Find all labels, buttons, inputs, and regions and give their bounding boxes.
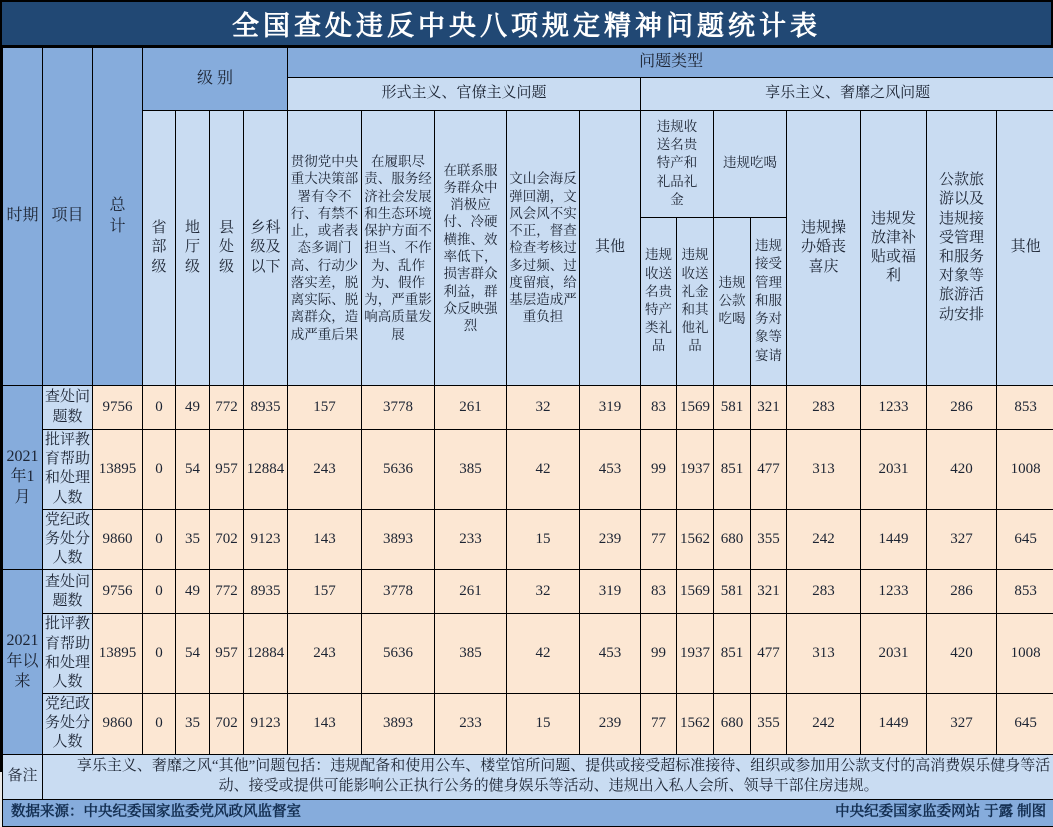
value-cell: 239: [580, 694, 641, 755]
value-cell: 1569: [677, 570, 714, 614]
value-cell: 49: [176, 386, 210, 430]
header-period: [3, 48, 43, 386]
value-cell: 319: [580, 570, 641, 614]
value-cell: 9123: [244, 509, 288, 570]
value-cell: 581: [714, 570, 751, 614]
value-cell: 233: [435, 509, 507, 570]
value-cell: 8935: [244, 386, 288, 430]
value-cell: 0: [143, 430, 176, 510]
statistics-table: [2, 47, 1053, 827]
item-cell: 党纪政务处分人数: [43, 694, 93, 755]
value-cell: 851: [714, 430, 751, 510]
value-cell: 851: [714, 614, 751, 694]
header-wedding: 违规操办婚丧喜庆: [787, 111, 861, 386]
value-cell: 233: [435, 694, 507, 755]
value-cell: 1449: [861, 694, 927, 755]
value-cell: 13895: [93, 430, 143, 510]
header-problem-type: 问题类型: [288, 48, 1053, 78]
value-cell: 680: [714, 509, 751, 570]
value-cell: 261: [435, 386, 507, 430]
value-cell: 645: [997, 694, 1053, 755]
value-cell: 420: [927, 430, 997, 510]
value-cell: 321: [751, 386, 787, 430]
value-cell: 313: [787, 614, 861, 694]
value-cell: 2031: [861, 614, 927, 694]
value-cell: 0: [143, 694, 176, 755]
value-cell: 581: [714, 386, 751, 430]
value-cell: 54: [176, 430, 210, 510]
header-allowance: 违规发放津补贴或福利: [861, 111, 927, 386]
header-formalism-group: 形式主义、官僚主义问题: [288, 78, 641, 111]
value-cell: 772: [210, 386, 244, 430]
value-cell: 15: [507, 694, 580, 755]
value-cell: 477: [751, 614, 787, 694]
value-cell: 0: [143, 570, 176, 614]
value-cell: 1449: [861, 509, 927, 570]
value-cell: 0: [143, 614, 176, 694]
value-cell: 2031: [861, 430, 927, 510]
value-cell: 9756: [93, 386, 143, 430]
period-cell: 2021年1月: [3, 386, 43, 570]
value-cell: 9860: [93, 694, 143, 755]
header-dining-sub-2: 违规接受管理和服务对象等宴请: [751, 218, 787, 386]
value-cell: 157: [288, 570, 362, 614]
value-cell: 77: [641, 509, 677, 570]
value-cell: 853: [997, 386, 1053, 430]
value-cell: 261: [435, 570, 507, 614]
value-cell: 32: [507, 386, 580, 430]
value-cell: 157: [288, 386, 362, 430]
value-cell: 1562: [677, 694, 714, 755]
value-cell: 319: [580, 386, 641, 430]
value-cell: 702: [210, 509, 244, 570]
value-cell: 680: [714, 694, 751, 755]
value-cell: 12884: [244, 430, 288, 510]
value-cell: 9123: [244, 694, 288, 755]
value-cell: 327: [927, 694, 997, 755]
value-cell: 143: [288, 509, 362, 570]
value-cell: 1937: [677, 614, 714, 694]
value-cell: 42: [507, 614, 580, 694]
header-gift-sub-2: 违规收送礼金和其他礼品: [677, 218, 714, 386]
credit-text: 中央纪委国家监委网站 于露 制图: [835, 803, 1046, 822]
value-cell: 385: [435, 430, 507, 510]
page-title: 全国查处违反中央八项规定精神问题统计表: [2, 2, 1051, 47]
value-cell: 3778: [362, 570, 435, 614]
header-gift-sub-1: 违规收送名贵特产类礼品: [641, 218, 677, 386]
value-cell: 702: [210, 694, 244, 755]
value-cell: 1233: [861, 386, 927, 430]
value-cell: 355: [751, 694, 787, 755]
value-cell: 1937: [677, 430, 714, 510]
value-cell: 243: [288, 614, 362, 694]
value-cell: 9756: [93, 570, 143, 614]
item-cell: 党纪政务处分人数: [43, 509, 93, 570]
value-cell: 645: [997, 509, 1053, 570]
value-cell: 5636: [362, 430, 435, 510]
value-cell: 286: [927, 386, 997, 430]
item-cell: 查处问题数: [43, 386, 93, 430]
value-cell: 3893: [362, 509, 435, 570]
value-cell: 243: [288, 430, 362, 510]
header-level-prefecture: 地厅级: [176, 111, 210, 386]
data-source-text: 数据来源：中央纪委国家监委党风政风监督室: [11, 803, 301, 822]
value-cell: 3893: [362, 694, 435, 755]
item-cell: 批评教育帮助和处理人数: [43, 614, 93, 694]
value-cell: 3778: [362, 386, 435, 430]
value-cell: 1569: [677, 386, 714, 430]
header-level-county: 县处级: [210, 111, 244, 386]
value-cell: 1233: [861, 570, 927, 614]
value-cell: 15: [507, 509, 580, 570]
remark-text: 享乐主义、奢靡之风“其他”问题包括：违规配备和使用公车、楼堂馆所问题、提供或接受超标准接待、组织或参加用公款支付的高消费娱乐健身等活动、接受或提供可能影响公正执行公务的健身娱乐等活动、违规出入私人会所、领导干部住房违规。: [43, 754, 1053, 799]
value-cell: 283: [787, 570, 861, 614]
value-cell: 355: [751, 509, 787, 570]
value-cell: 35: [176, 509, 210, 570]
value-cell: 957: [210, 430, 244, 510]
header-gift-group: 违规收送名贵特产和礼品礼金: [641, 111, 714, 218]
header-hedonism-other: 其他: [997, 111, 1053, 386]
header-dining-sub-1: 违规公款吃喝: [714, 218, 751, 386]
value-cell: 35: [176, 694, 210, 755]
value-cell: 453: [580, 430, 641, 510]
header-travel: 公款旅游以及违规接受管理和服务对象等旅游活动安排: [927, 111, 997, 386]
header-total-label: 总计: [109, 196, 126, 237]
value-cell: 242: [787, 509, 861, 570]
value-cell: 9860: [93, 509, 143, 570]
header-item: 项目: [43, 48, 93, 386]
value-cell: 772: [210, 570, 244, 614]
header-level: 级 别: [143, 48, 288, 111]
value-cell: 99: [641, 614, 677, 694]
value-cell: 853: [997, 570, 1053, 614]
item-cell: 查处问题数: [43, 570, 93, 614]
header-level-township: 乡科级及以下: [244, 111, 288, 386]
header-level-province: 省部级: [143, 111, 176, 386]
value-cell: 13895: [93, 614, 143, 694]
header-hedonism-group: 享乐主义、奢靡之风问题: [641, 78, 1053, 111]
value-cell: 453: [580, 614, 641, 694]
value-cell: 8935: [244, 570, 288, 614]
value-cell: 477: [751, 430, 787, 510]
value-cell: 5636: [362, 614, 435, 694]
value-cell: 242: [787, 694, 861, 755]
value-cell: 83: [641, 570, 677, 614]
value-cell: 1008: [997, 614, 1053, 694]
header-formalism-col-3: 在联系服务群众中消极应付、冷硬横推、效率低下，损害群众利益，群众反映强烈: [435, 111, 507, 386]
value-cell: 0: [143, 509, 176, 570]
value-cell: 12884: [244, 614, 288, 694]
value-cell: 1008: [997, 430, 1053, 510]
value-cell: 283: [787, 386, 861, 430]
item-cell: 批评教育帮助和处理人数: [43, 430, 93, 510]
value-cell: 54: [176, 614, 210, 694]
value-cell: 99: [641, 430, 677, 510]
value-cell: 83: [641, 386, 677, 430]
value-cell: 327: [927, 509, 997, 570]
value-cell: 313: [787, 430, 861, 510]
value-cell: 49: [176, 570, 210, 614]
value-cell: 957: [210, 614, 244, 694]
header-formalism-col-4: 文山会海反弹回潮，文风会风不实不正，督查检查考核过多过频、过度留痕，给基层造成严重负担: [507, 111, 580, 386]
value-cell: 143: [288, 694, 362, 755]
footer-bar: [3, 799, 1053, 826]
value-cell: 42: [507, 430, 580, 510]
value-cell: 239: [580, 509, 641, 570]
header-formalism-col-2: 在履职尽责、服务经济社会发展和生态环境保护方面不担当、不作为、乱作为、假作为，严重影响高质量发展: [362, 111, 435, 386]
header-formalism-col-1: 贯彻党中央重大决策部署有令不行、有禁不止，或者表态多调门高、行动少落实差，脱离实际、脱离群众，造成严重后果: [288, 111, 362, 386]
header-dining-group: 违规吃喝: [714, 111, 787, 218]
header-period-label: 时期: [6, 206, 40, 226]
value-cell: 385: [435, 614, 507, 694]
value-cell: 0: [143, 386, 176, 430]
header-total: [93, 48, 143, 386]
value-cell: 32: [507, 570, 580, 614]
header-formalism-other: 其他: [580, 111, 641, 386]
period-cell: 2021年以来: [3, 570, 43, 754]
value-cell: 77: [641, 694, 677, 755]
value-cell: 1562: [677, 509, 714, 570]
value-cell: 420: [927, 614, 997, 694]
value-cell: 286: [927, 570, 997, 614]
value-cell: 321: [751, 570, 787, 614]
remark-label: 备注: [3, 754, 43, 799]
